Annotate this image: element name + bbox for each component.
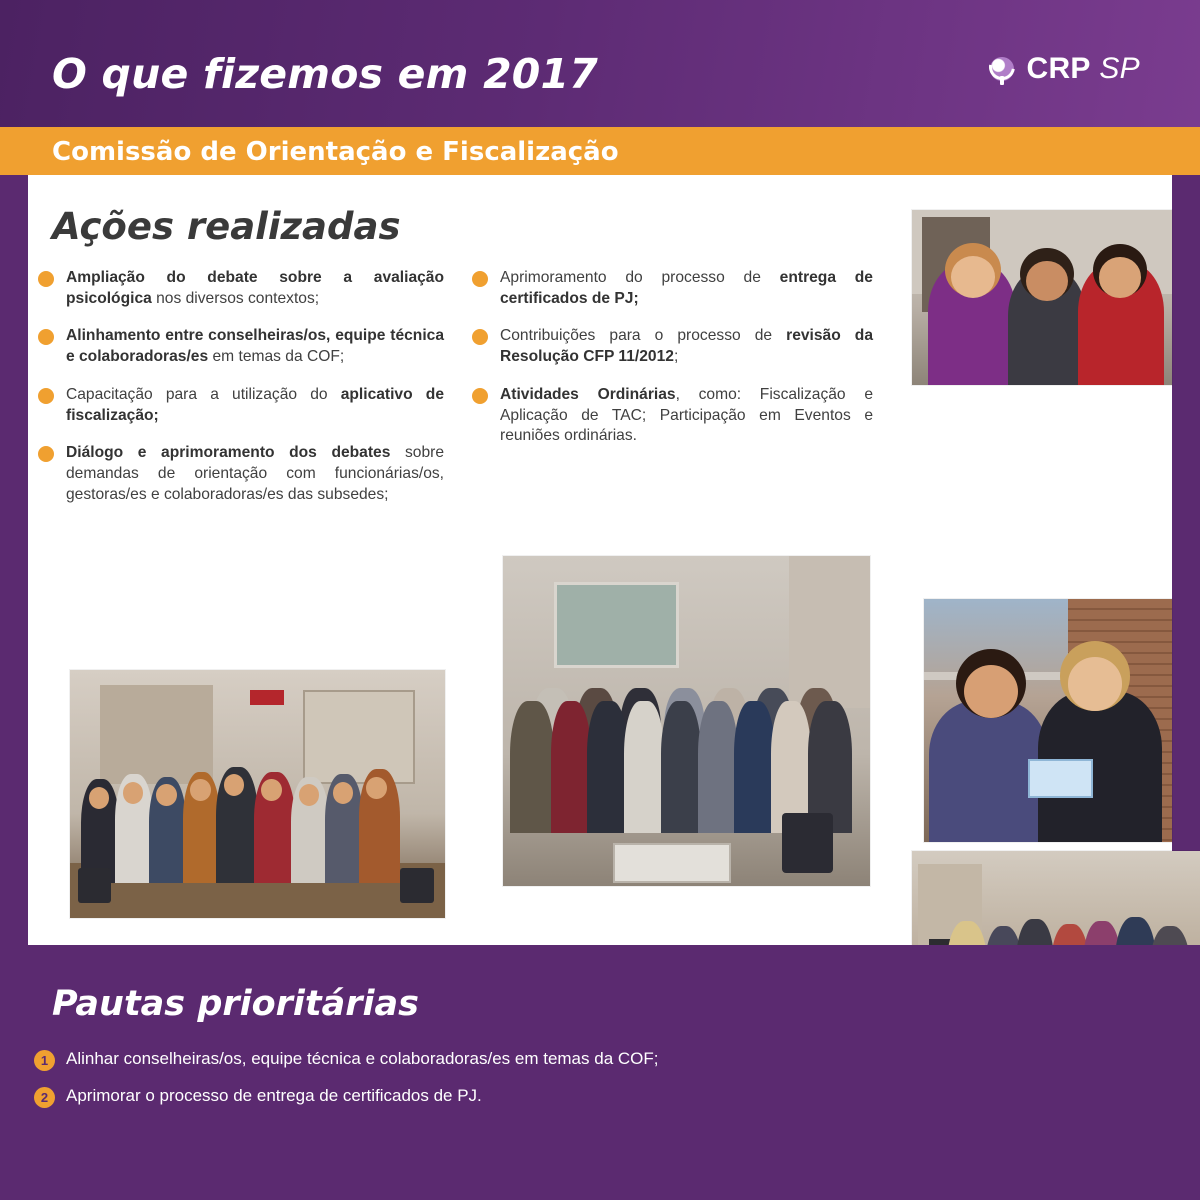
logo-label-bold: CRP bbox=[1026, 52, 1091, 85]
logo-label-italic: SP bbox=[1099, 52, 1140, 85]
bullet-dot-icon bbox=[472, 329, 488, 345]
action-right-item-label: Atividades Ordinárias, como: Fiscalização e Aplicação de TAC; Participação em Eventos e reuniões ordinárias. bbox=[500, 385, 873, 445]
action-right-item bbox=[468, 385, 873, 447]
photo-two-women-outdoor bbox=[924, 599, 1172, 842]
bullet-dot-icon bbox=[38, 329, 54, 345]
action-left-item bbox=[34, 385, 444, 426]
crp-sp-logo bbox=[987, 52, 1140, 86]
actions-list-left bbox=[34, 268, 444, 523]
actions-list-right bbox=[468, 268, 873, 464]
header-banner bbox=[0, 0, 1200, 127]
bullet-dot-icon bbox=[472, 388, 488, 404]
footer-priorities bbox=[0, 945, 1200, 1200]
action-left-item-label: Capacitação para a utilização do aplicativo de fiscalização; bbox=[66, 385, 444, 424]
photo-three-women-indoor bbox=[912, 210, 1172, 385]
photo-group-auditorium bbox=[70, 670, 445, 918]
action-left-item bbox=[34, 443, 444, 505]
list-item-label: Alinhar conselheiras/os, equipe técnica e colaboradoras/es em temas da COF; bbox=[66, 1049, 659, 1068]
logo-label bbox=[1026, 52, 1140, 86]
footer-title: Pautas prioritárias bbox=[52, 984, 419, 1024]
main-content bbox=[28, 175, 1172, 945]
bullet-dot-icon bbox=[472, 271, 488, 287]
list-item bbox=[34, 1048, 658, 1071]
list-item-label: Aprimorar o processo de entrega de certificados de PJ. bbox=[66, 1086, 482, 1105]
photo-large-group-meeting bbox=[503, 556, 870, 886]
action-left-item bbox=[34, 326, 444, 367]
action-left-item-label: Alinhamento entre conselheiras/os, equipe técnica e colaboradoras/es em temas da COF; bbox=[66, 327, 444, 366]
action-right-item bbox=[468, 326, 873, 367]
bullet-dot-icon bbox=[38, 271, 54, 287]
crp-brain-logo-icon bbox=[987, 52, 1017, 86]
bullet-dot-icon bbox=[38, 388, 54, 404]
bullet-dot-icon bbox=[38, 446, 54, 462]
list-item-number: 2 bbox=[34, 1087, 55, 1108]
commission-subbar bbox=[0, 127, 1200, 175]
action-right-item bbox=[468, 268, 873, 309]
list-item bbox=[34, 1085, 482, 1108]
action-right-item-label: Aprimoramento do processo de entrega de certificados de PJ; bbox=[500, 269, 873, 307]
page-title: O que fizemos em 2017 bbox=[52, 50, 598, 98]
action-left-item bbox=[34, 268, 444, 309]
commission-name: Comissão de Orientação e Fiscalização bbox=[52, 137, 619, 167]
section-title: Ações realizadas bbox=[52, 205, 401, 248]
action-right-item-label: Contribuições para o processo de revisão da Resolução CFP 11/2012; bbox=[500, 327, 873, 366]
action-left-item-label: Ampliação do debate sobre a avaliação psicológica nos diversos contextos; bbox=[66, 269, 444, 307]
list-item-number: 1 bbox=[34, 1050, 55, 1071]
action-left-item-label: Diálogo e aprimoramento dos debates sobre demandas de orientação com funcionárias/os, gestoras/es e colaboradoras/es das subsedes; bbox=[66, 444, 444, 503]
